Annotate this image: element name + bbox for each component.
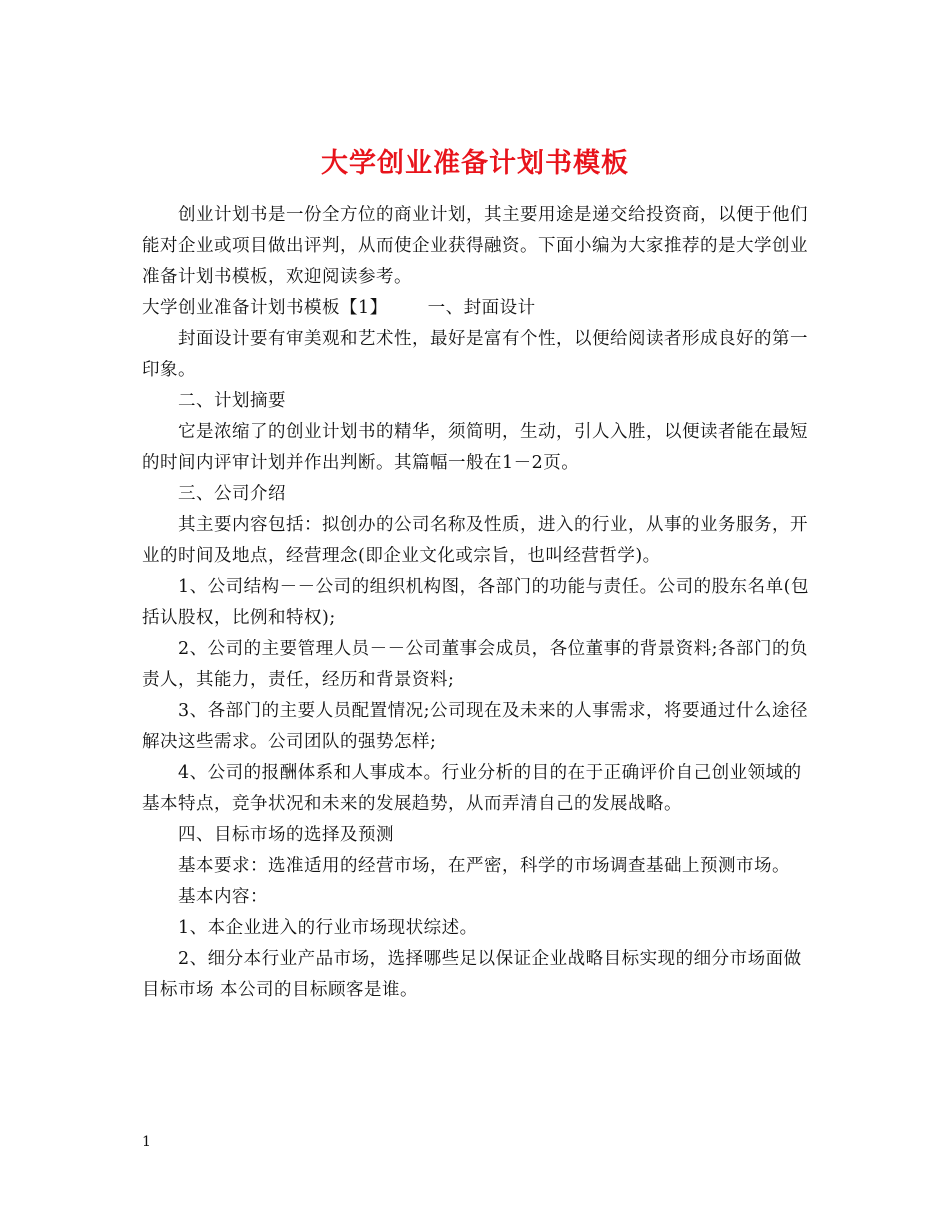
section-4-title: 四、目标市场的选择及预测 <box>178 825 394 845</box>
page-number: 1 <box>142 1134 151 1150</box>
section-3-title: 三、公司介绍 <box>178 484 286 504</box>
template-heading: 大学创业准备计划书模板【1】 <box>142 298 388 318</box>
document-title: 大学创业准备计划书模板 <box>321 148 629 180</box>
section-4-item-1: 1、本企业进入的行业市场现状综述。 <box>178 918 478 938</box>
section-3-item-4: 4、公司的报酬体系和人事成本。行业分析的目的在于正确评价自己创业领域的基本特点，竞争状况和未来的发展趋势，从而弄清自己的发展战略。 <box>142 763 802 814</box>
intro-paragraph: 创业计划书是一份全方位的商业计划，其主要用途是递交给投资商，以便于他们能对企业或项目做出评判，从而使企业获得融资。下面小编为大家推荐的是大学创业准备计划书模板，欢迎阅读参考。 <box>142 205 808 287</box>
section-3-item-3: 3、各部门的主要人员配置情况;公司现在及未来的人事需求，将要通过什么途径解决这些需求。公司团队的强势怎样; <box>142 701 809 752</box>
section-3-body: 其主要内容包括：拟创办的公司名称及性质，进入的行业，从事的业务服务，开业的时间及地点，经营理念(即企业文化或宗旨，也叫经营哲学)。 <box>142 515 808 566</box>
section-1-title: 一、封面设计 <box>427 298 536 318</box>
section-2-title: 二、计划摘要 <box>178 391 286 411</box>
section-4-content-label: 基本内容： <box>178 887 268 907</box>
document-body <box>142 200 814 1006</box>
section-4-requirement: 基本要求：选准适用的经营市场，在严密，科学的市场调查基础上预测市场。 <box>178 856 790 876</box>
section-2-body: 它是浓缩了的创业计划书的精华，须简明，生动，引人入胜，以便读者能在最短的时间内评审计划并作出判断。其篇幅一般在1－2页。 <box>142 422 808 473</box>
section-4-item-2: 2、细分本行业产品市场，选择哪些足以保证企业战略目标实现的细分市场面做目标市场 本公司的目标顾客是谁。 <box>142 949 802 1000</box>
template-heading-line <box>142 293 814 324</box>
section-1-body: 封面设计要有审美观和艺术性，最好是富有个性，以便给阅读者形成良好的第一印象。 <box>142 329 808 380</box>
section-3-item-1: 1、公司结构－－公司的组织机构图，各部门的功能与责任。公司的股东名单(包括认股权，比例和特权); <box>142 577 809 628</box>
section-3-item-2: 2、公司的主要管理人员－－公司董事会成员，各位董事的背景资料;各部门的负责人，其能力，责任，经历和背景资料; <box>142 639 809 690</box>
